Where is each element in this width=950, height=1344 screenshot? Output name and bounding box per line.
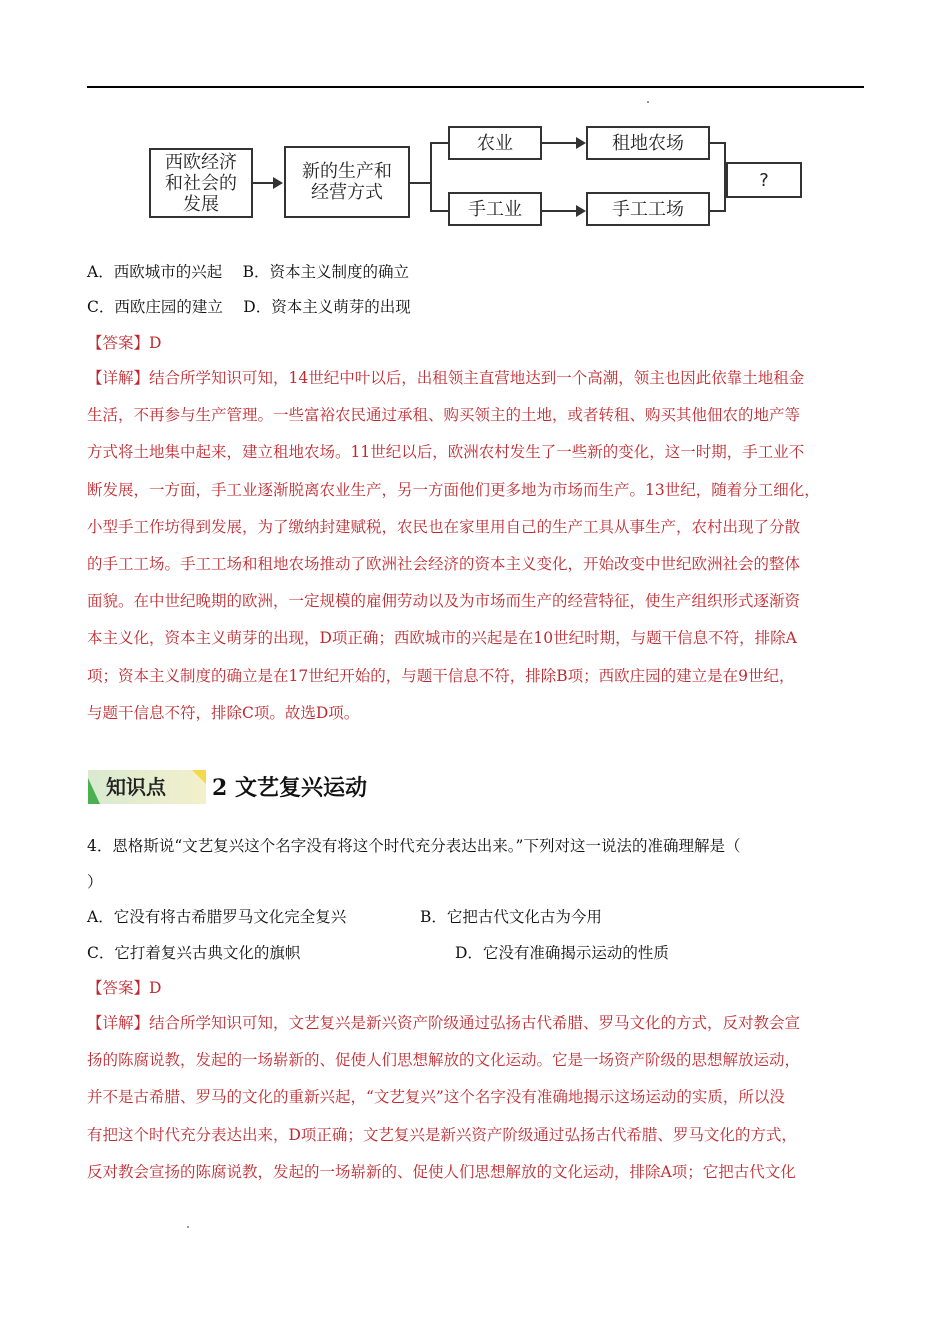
q3-explanation [87,360,867,732]
q4-explanation-line: 并不是古希腊、罗马的文化的重新兴起，“文艺复兴”这个名字没有准确地揭示这场运动的实质，所以没 [87,1088,785,1107]
q3-explanation-line: 本主义化，资本主义萌芽的出现，D项正确；西欧城市的兴起是在10世纪时期，与题干信息不符，排除A [87,629,797,648]
q3-explanation-line: 的手工工场。手工工场和租地农场推动了欧洲社会经济的资本主义变化，开始改变中世纪欧洲社会的整体 [87,555,801,574]
q3-explanation-line: 项；资本主义制度的确立是在17世纪开始的，与题干信息不符，排除B项；西欧庄园的建立是在9世纪， [87,666,795,685]
arrow-head [576,205,586,217]
q4-explanation [87,1005,867,1191]
q3-explanation-line: 生活，不再参与生产管理。一些富裕农民通过承租、购买领主的土地，或者转租、购买其他佃农的地产等 [87,406,801,425]
arrow-head [273,177,283,189]
header-rule [87,86,864,88]
section-title: 2 文艺复兴运动 [212,775,367,801]
q3-options-line-2: C．西欧庄园的建立 D．资本主义萌芽的出现 [87,298,411,316]
arrow-line [542,210,576,212]
q4-option-d: D．它没有准确揭示运动的性质 [455,944,669,962]
q4-stem-line-2: ） [87,873,103,891]
q4-stem-line-1: 4．恩格斯说“文艺复兴这个名字没有将这个时代充分表达出来。”下列对这一说法的准确理解是（ [87,837,741,855]
branch-line [410,182,432,184]
arrow-head [576,137,586,149]
diagram-box-handicraft: 手工业 [448,192,542,226]
q3-explanation-line: 断发展，一方面，手工业逐渐脱离农业生产，另一方面他们更多地为市场而生产。13世纪，随着分工细化， [87,480,820,499]
q4-option-b: B．它把古代文化古为今用 [420,908,602,926]
diagram-box-lease-farm: 租地农场 [586,126,710,160]
q3-answer: 【答案】D [87,334,162,352]
branch-line [430,210,448,212]
diagram-box-development: 西欧经济和社会的发展 [149,148,253,218]
diagram-box-question: ? [726,162,802,198]
badge-green-corner [88,778,100,804]
branch-line [430,142,448,144]
arrow-line [542,142,576,144]
q3-explanation-line: 小型手工作坊得到发展，为了缴纳封建赋税，农民也在家里用自己的生产工具从事生产，农村出现了分散 [87,517,801,536]
q4-explanation-line: 有把这个时代充分表达出来，D项正确；文艺复兴是新兴资产阶级通过弘扬古代希腊、罗马文化的方式， [87,1125,797,1144]
speck [187,1226,189,1228]
diagram-box-new-methods: 新的生产和经营方式 [284,146,410,218]
speck [647,101,649,103]
q4-explanation-line: 【详解】结合所学知识可知，文艺复兴是新兴资产阶级通过弘扬古代希腊、罗马文化的方式，反对教会宣 [87,1014,801,1032]
q3-explanation-line: 【详解】结合所学知识可知，14世纪中叶以后，出租领主直营地达到一个高潮，领主也因此依靠土地租金 [87,369,805,387]
q3-explanation-line: 方式将土地集中起来，建立租地农场。11世纪以后，欧洲农村发生了一些新的变化，这一时期，手工业不 [87,443,805,462]
q3-explanation-line: 面貌。在中世纪晚期的欧洲，一定规模的雇佣劳动以及为市场而生产的经营特征，使生产组织形式逐渐资 [87,592,801,611]
q3-options-line-1: A．西欧城市的兴起 B．资本主义制度的确立 [87,263,410,281]
q4-explanation-line: 反对教会宣扬的陈腐说教，发起的一场崭新的、促使人们思想解放的文化运动，排除A项；它把古代文化 [87,1162,796,1181]
flow-diagram [140,118,820,230]
branch-line [430,142,432,212]
q3-explanation-line: 与题干信息不符，排除C项。故选D项。 [87,703,360,722]
diagram-box-workshop: 手工工场 [586,192,710,226]
arrow-line [253,182,273,184]
q4-answer: 【答案】D [87,979,162,997]
knowledge-point-badge: 知识点 [88,770,206,804]
badge-yellow-corner [192,770,206,784]
q4-option-a: A．它没有将古希腊罗马文化完全复兴 [87,908,347,926]
diagram-box-agriculture: 农业 [448,126,542,160]
q4-explanation-line: 扬的陈腐说教，发起的一场崭新的、促使人们思想解放的文化运动。它是一场资产阶级的思想解放运动， [87,1051,801,1070]
q4-option-c: C．它打着复兴古典文化的旗帜 [87,944,301,962]
